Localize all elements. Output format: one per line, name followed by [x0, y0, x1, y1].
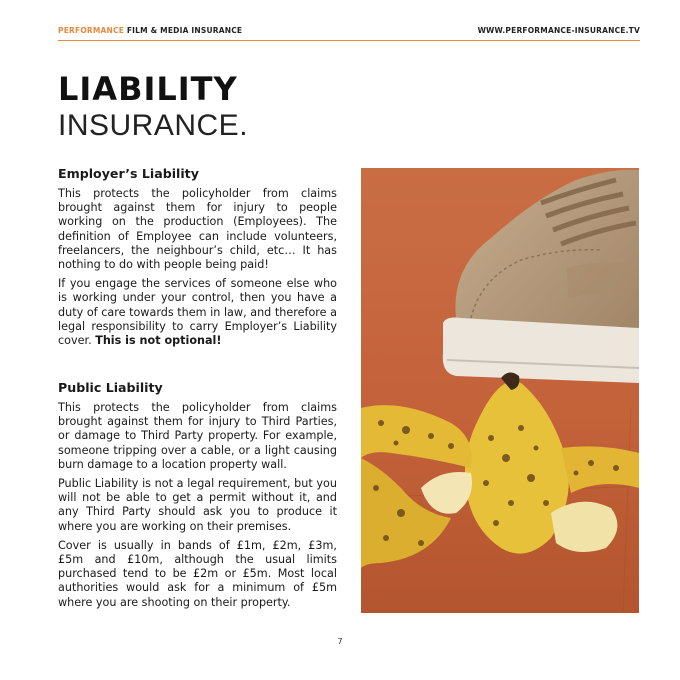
header-divider — [58, 40, 640, 41]
public-liability-heading: Public Liability — [58, 380, 163, 395]
employers-liability-section — [58, 166, 337, 353]
employers-liability-paragraph-2-text: If you engage the services of someone else who is working under your control, then you have a duty of care towards them in law, and therefore a legal responsibility to carry Employer’s Liability cover. — [58, 277, 337, 348]
not-optional-emphasis: This is not optional! — [95, 334, 222, 348]
public-liability-paragraph-2: Public Liability is not a legal requirement, but you will not be able to get a permit without it, and any Third Party should ask you to produce it where you are working on their premises. — [58, 477, 337, 533]
public-liability-paragraph-3: Cover is usually in bands of £1m, £2m, £3m, £5m and £10m, although the usual limits purchased tend to be £2m or £5m. Most local authorities would ask for a minimum of £5m where you are shooting on their property. — [58, 538, 337, 609]
public-liability-section — [58, 380, 337, 615]
employers-liability-paragraph-2 — [58, 277, 337, 348]
photo-illustration — [361, 168, 639, 613]
website-url: WWW.PERFORMANCE-INSURANCE.TV — [477, 26, 640, 35]
page-header — [58, 26, 640, 40]
brand-rest-text: FILM & MEDIA INSURANCE — [124, 26, 243, 35]
shoe-on-banana-peel-photo — [361, 168, 639, 613]
employers-liability-heading: Employer’s Liability — [58, 166, 199, 181]
public-liability-paragraph-1: This protects the policyholder from claims brought against them for injury to Third Parties, or damage to Third Party property. For example, someone tripping over a cable, or a light causing burn damage to a location property wall. — [58, 401, 337, 471]
page-title-light: INSURANCE. — [58, 109, 249, 142]
employers-liability-paragraph-1: This protects the policyholder from claims brought against them for injury to people working on the production (Employees). The definition of Employee can include volunteers, freelancers, the neighbour’s child, etc… It has nothing to do with people being paid! — [58, 187, 337, 272]
page-number: 7 — [337, 637, 343, 646]
page-title-bold: LIABILITY — [58, 70, 238, 108]
brand-accent-text: PERFORMANCE — [58, 26, 125, 35]
